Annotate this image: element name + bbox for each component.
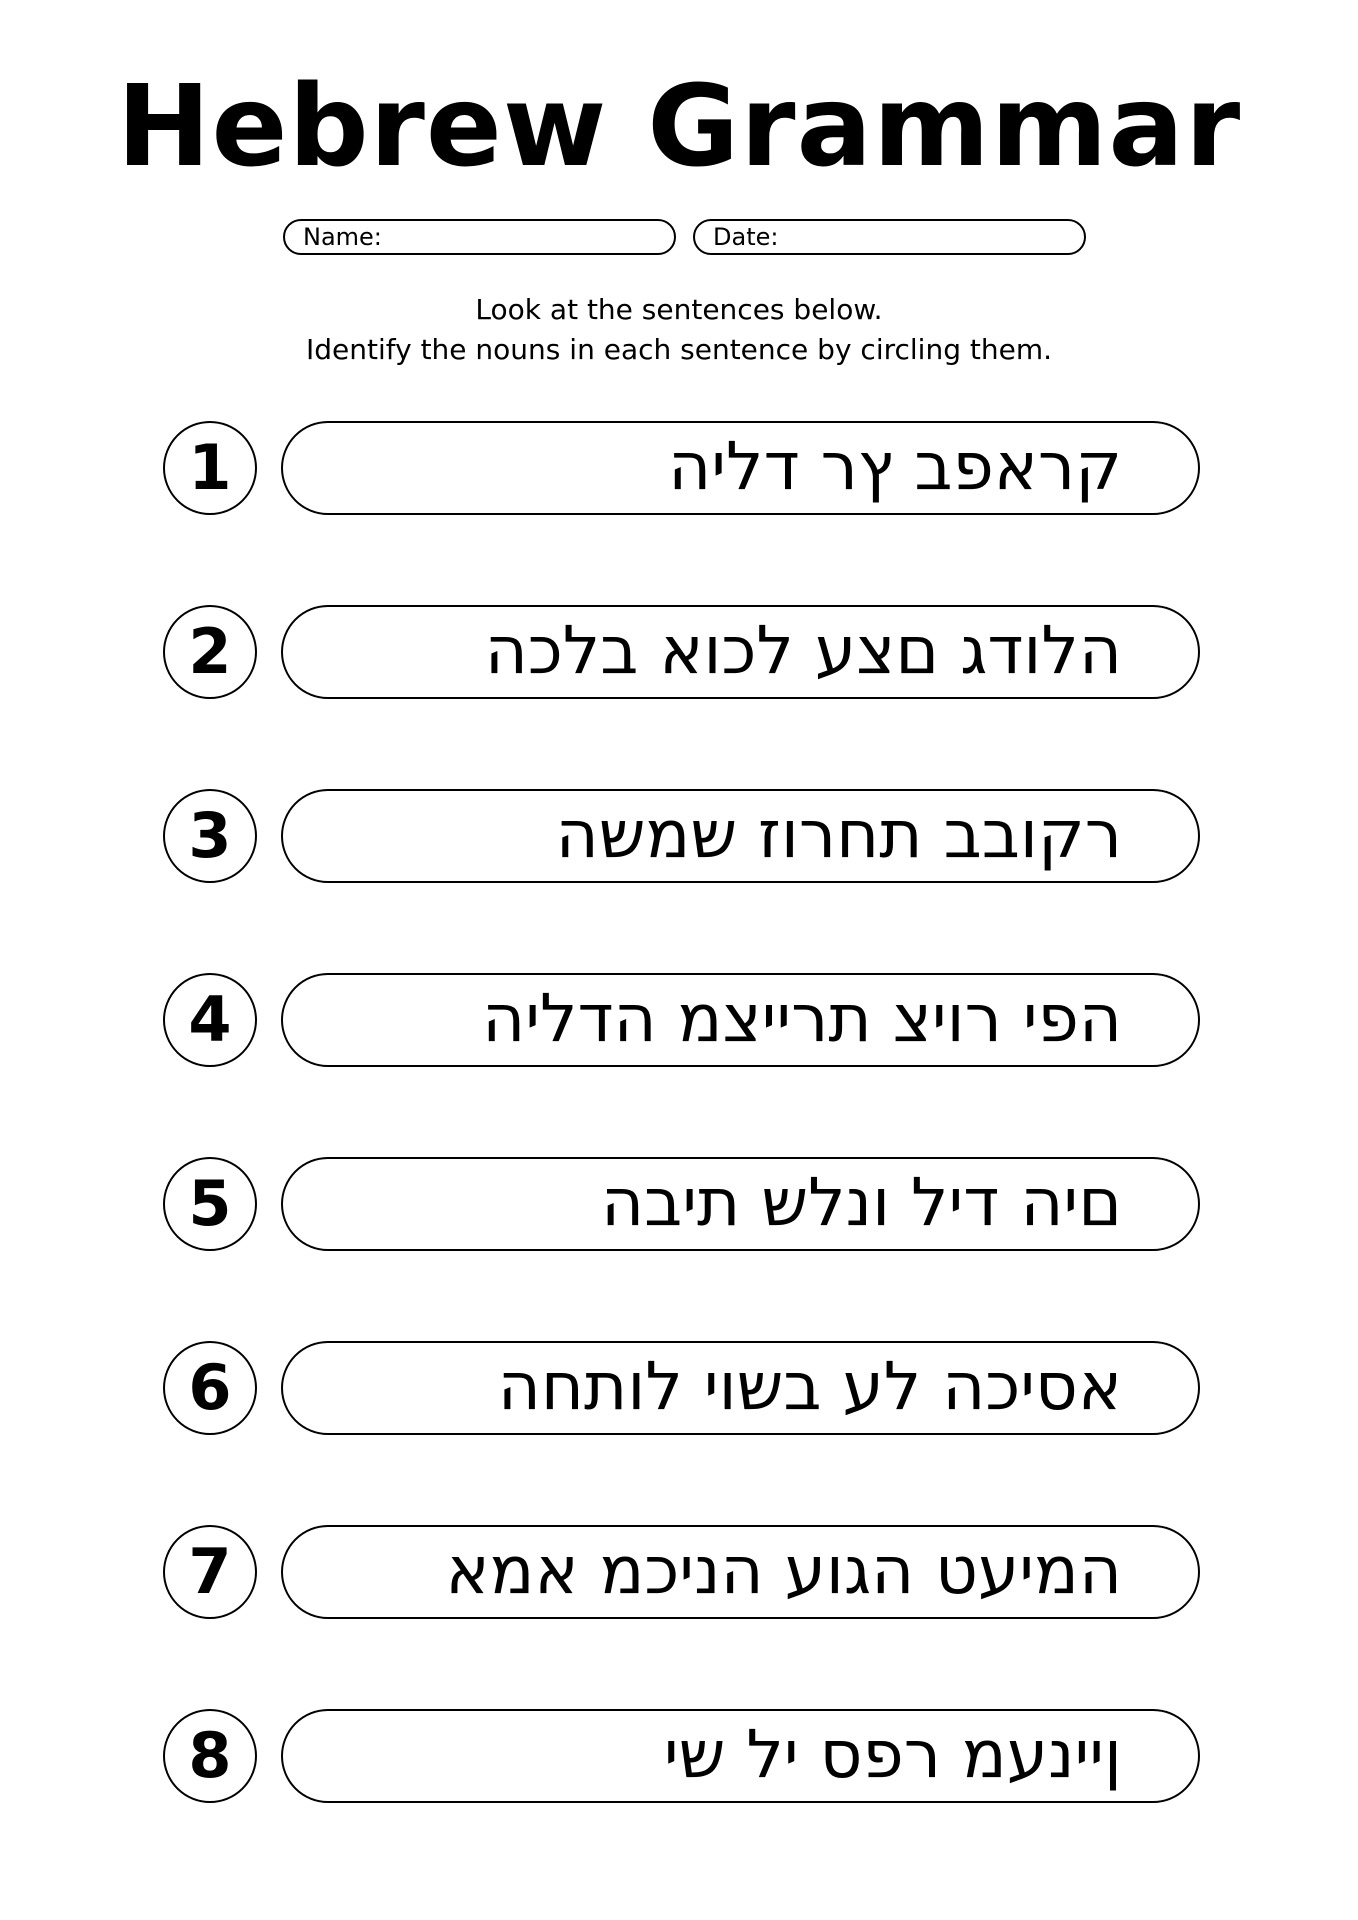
sentence-row [163, 1341, 1203, 1437]
date-label: Date: [713, 223, 779, 251]
name-label: Name: [303, 223, 382, 251]
sentence-row [163, 1157, 1203, 1253]
sentence-number: 8 [163, 1709, 257, 1803]
sentence-text[interactable]: אסיכה לע בשוי לותחה [281, 1341, 1200, 1435]
date-field[interactable] [693, 219, 1086, 255]
sentence-number: 3 [163, 789, 257, 883]
sentence-text[interactable]: הלודג םצע לכוא בלכה [281, 605, 1200, 699]
instructions [0, 290, 1358, 370]
sentence-text[interactable]: ןיינעמ רפס יל שי [281, 1709, 1200, 1803]
sentence-number: 6 [163, 1341, 257, 1435]
instructions-line-2: Identify the nouns in each sentence by circling them. [305, 333, 1052, 366]
sentence-number: 4 [163, 973, 257, 1067]
sentence-text[interactable]: המיעט הגוע הניכמ אמא [281, 1525, 1200, 1619]
sentence-number: 2 [163, 605, 257, 699]
sentence-number: 5 [163, 1157, 257, 1251]
sentence-row [163, 789, 1203, 885]
sentence-row [163, 1709, 1203, 1805]
sentence-row [163, 1525, 1203, 1621]
sentence-text[interactable]: םיה דיל ונלש תיבה [281, 1157, 1200, 1251]
sentence-row [163, 605, 1203, 701]
sentence-number: 7 [163, 1525, 257, 1619]
sentence-text[interactable]: קראפב ץר דליה [281, 421, 1200, 515]
sentence-text[interactable]: הפי רויצ תרייצמ הדליה [281, 973, 1200, 1067]
sentence-row [163, 973, 1203, 1069]
page-title: Hebrew Grammar [116, 62, 1242, 192]
instructions-line-1: Look at the sentences below. [475, 293, 883, 326]
sentence-text[interactable]: רקובב תחרוז שמשה [281, 789, 1200, 883]
name-field[interactable] [283, 219, 676, 255]
sentence-number: 1 [163, 421, 257, 515]
sentence-row [163, 421, 1203, 517]
